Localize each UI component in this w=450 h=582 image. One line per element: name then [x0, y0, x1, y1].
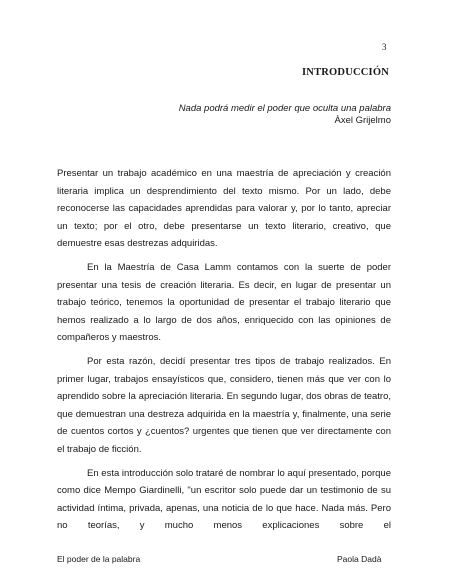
paragraph-3: Por esta razón, decidí presentar tres tipos de trabajo realizados. En primer lugar, trabajos ensayísticos que, considero, tienen más que ver con lo aprendido sobre la apreciación literaria. En segundo lugar, dos obras de teatro, que demuestran una destreza adquirida en la maestría y, finalmente, una serie de cuentos cortos y ¿cuentos? urgentes que tienen que ver directamente con el trabajo de ficción. — [57, 355, 391, 455]
section-title: INTRODUCCIÓN — [302, 67, 389, 78]
page-number: 3 — [382, 42, 387, 52]
epigraph-quote: Nada podrá medir el poder que oculta una palabra — [178, 103, 391, 114]
epigraph-author: Àxel Grijelmo — [334, 115, 391, 126]
paragraph-2: En la Maestría de Casa Lamm contamos con la suerte de poder presentar una tesis de creación literaria. Es decir, en lugar de presentar un trabajo teórico, tenemos la oportunidad de presentar el trabajo literario que hemos realizado a lo largo de dos años, enriquecido con las opiniones de compañeros y maestros. — [57, 261, 391, 344]
paragraph-1: Presentar un trabajo académico en una maestría de apreciación y creación literaria implica un desprendimiento del texto mismo. Por un lado, debe reconocerse las capacidades aprendidas para valorar y, por lo tanto, apreciar un texto; por el otro, debe presentarse un texto literario, creativo, que demuestre esas destrezas adquiridas. — [57, 168, 391, 250]
footer-title: El poder de la palabra — [57, 554, 141, 564]
paragraph-4: En esta introducción solo trataré de nombrar lo aquí presentado, porque como dice Mempo Giardinelli, "un escritor solo puede dar un testimonio de su actividad íntima, privada, apenas, una noticia de lo que hace. Nada más. Pero no teorías, y mucho menos explicaciones sobre el — [57, 467, 391, 532]
body-text — [57, 165, 391, 535]
footer-author: Paola Dadà — [337, 554, 382, 564]
